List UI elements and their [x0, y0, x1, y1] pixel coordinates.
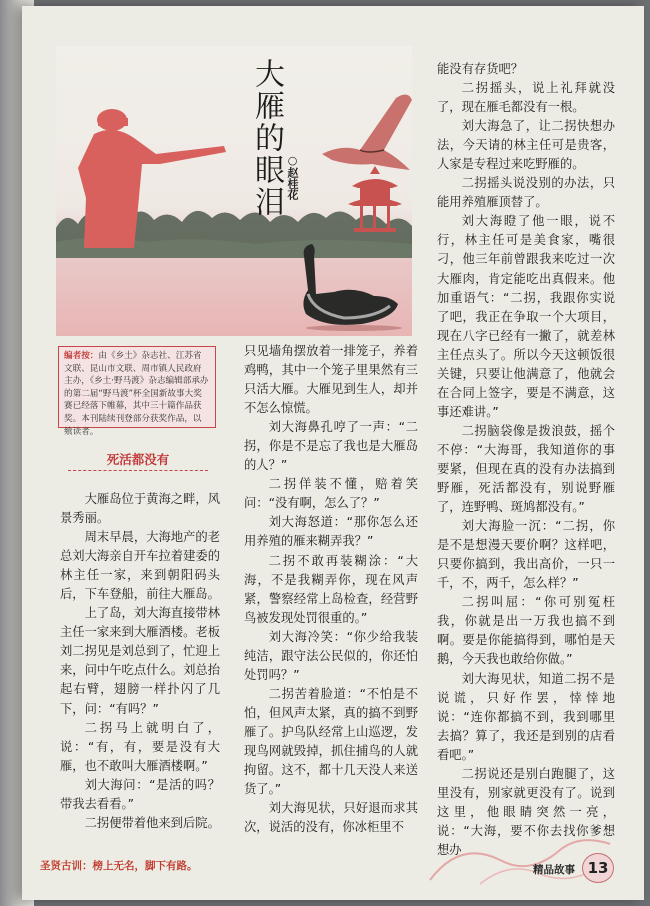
footer-quote	[40, 858, 198, 873]
paragraph: 二拐便带着他来到后院。	[84, 815, 220, 830]
footer-quote-head: 圣贤古训：	[40, 860, 93, 872]
paragraph: 刘大海见状，知道二拐不是说谎，只好作罢，悻悻地说：“连你都搞不到，我到哪里去搞？算了，我还是到别的店看看吧。”	[437, 671, 615, 762]
paragraph: 二拐马上就明白了，说：“有，有，要是没有大雁，也不敢叫大雁酒楼啊。”	[60, 720, 220, 773]
paragraph: 刘大海冷笑：“你少给我装纯洁，跟守法公民似的，你还怕处罚吗？”	[244, 629, 418, 682]
paragraph: 刘大海鼻孔哼了一声：“二拐，你是不是忘了我也是大雁岛的人？”	[244, 420, 418, 473]
article-author: ○赵桂花	[286, 154, 299, 200]
editor-note-text: 由《乡土》杂志社、江苏省文联、昆山市文联、周市镇人民政府主办，《乡土·野马渡》杂志编辑部承办的第二届“野马渡”杯全国新故事大奖赛已经落下帷幕，其中三十篇作品获奖。本刊陆续刊登部分获奖作品，以飨读者。	[64, 351, 209, 437]
text-column-2	[244, 342, 418, 837]
text-column-3	[437, 60, 615, 860]
swimming-goose-icon	[294, 242, 404, 332]
footer-quote-text: 榜上无名，脚下有路。	[92, 860, 198, 872]
paragraph: 刘大海瞪了他一眼，说不行，林主任可是美食家，嘴很刁，他三年前曾跟我来吃过一次大雁肉，肯定能吃出真假来。他加重语气：“二拐，我跟你实说了吧，我正在争取一个大项目，现在八字已经有一撇了，就差林主任点头了。所以今天这顿饭很关键，只要让他满意了，他就会在合同上签字，要是不满意，这事还难讲。”	[437, 214, 615, 419]
pavilion-icon	[346, 164, 404, 234]
paragraph: 刘大海急了，让二拐快想办法，今天请的林主任可是贵客，人家是专程过来吃野雁的。	[437, 119, 615, 172]
hunter-icon	[64, 98, 234, 248]
paragraph: 上了岛，刘大海直接带林主任一家来到大雁酒楼。老板刘二拐见是刘总到了，忙迎上来，问中午吃点什么。刘总抬起右臂，翅膀一样扑闪了几下，问：“有吗？”	[60, 606, 220, 716]
paragraph: 二拐说还是别白跑腿了，这里没有，别家就更没有了。说到这里，他眼睛突然一亮，说：“大海，要不你去找你爹想想办	[437, 766, 615, 857]
magazine-brand: 精品故事	[533, 864, 575, 876]
header-illustration	[56, 46, 412, 336]
paragraph: 能没有存货吧？	[437, 62, 524, 76]
section-heading: 死活都没有	[68, 450, 208, 471]
paragraph: 二拐不敢再装糊涂：“大海，不是我糊弄你，现在风声紧，警察经常上岛检查，经营野鸟被发现处罚很重的。”	[244, 553, 418, 625]
editor-note-label: 编者按：	[64, 351, 99, 361]
page-number: 13	[582, 853, 614, 883]
paragraph: 刘大海问：“是活的吗？带我去看看。”	[60, 777, 220, 811]
article-title: 大雁的眼泪	[249, 58, 284, 218]
paragraph: 二拐苦着脸道：“不怕是不怕，但风声太紧，真的搞不到野雁了。护鸟队经常上山巡逻，发现鸟网就毁掉，抓住捕鸟的人就拘留。这不，都十几天没人来送货了。”	[244, 686, 418, 797]
paragraph: 周末早晨，大海地产的老总刘大海亲自开车拉着建委的林主任一家，来到朝阳码头后，下车登船，前往大雁岛。	[60, 530, 220, 602]
editor-note	[58, 346, 216, 437]
paragraph: 二拐叫屈：“你可别冤枉我，你就是出一万我也搞不到啊。要是你能搞得到，哪怕是天鹅，今天我也敢给你做。”	[437, 595, 615, 667]
paragraph: 二拐脑袋像是拨浪鼓，摇个不停：“大海哥，我知道你的事要紧，但现在真的没有办法搞到野雁，死活都没有，别说野雁了，连野鸭、斑鸠都没有。”	[437, 423, 615, 515]
text-column-1	[60, 490, 220, 833]
paragraph: 二拐摇头说没别的办法，只能用养殖雁顶替了。	[437, 176, 615, 210]
paragraph: 刘大海怒道：“那你怎么还用养殖的雁来糊弄我？”	[244, 515, 418, 549]
paragraph: 刘大海见状，只好退而求其次，说活的没有，你冰柜里不	[244, 801, 418, 835]
paragraph: 二拐佯装不懂，赔着笑问：“没有啊，怎么了？”	[244, 477, 418, 511]
paragraph: 二拐摇头，说上礼拜就没了，现在雁毛都没有一根。	[437, 81, 615, 115]
paragraph: 只见墙角摆放着一排笼子，养着鸡鸭，其中一个笼子里果然有三只活大雁。大雁见到生人，却并不怎么惊慌。	[244, 344, 418, 416]
paragraph: 刘大海脸一沉：“二拐，你是不是想漫天要价啊？这样吧，只要你搞到，我出高价，一只一千，不，两千，怎么样？”	[437, 519, 615, 591]
author-name: 赵桂花	[286, 167, 299, 200]
paragraph: 大雁岛位于黄海之畔，风景秀丽。	[60, 492, 220, 526]
